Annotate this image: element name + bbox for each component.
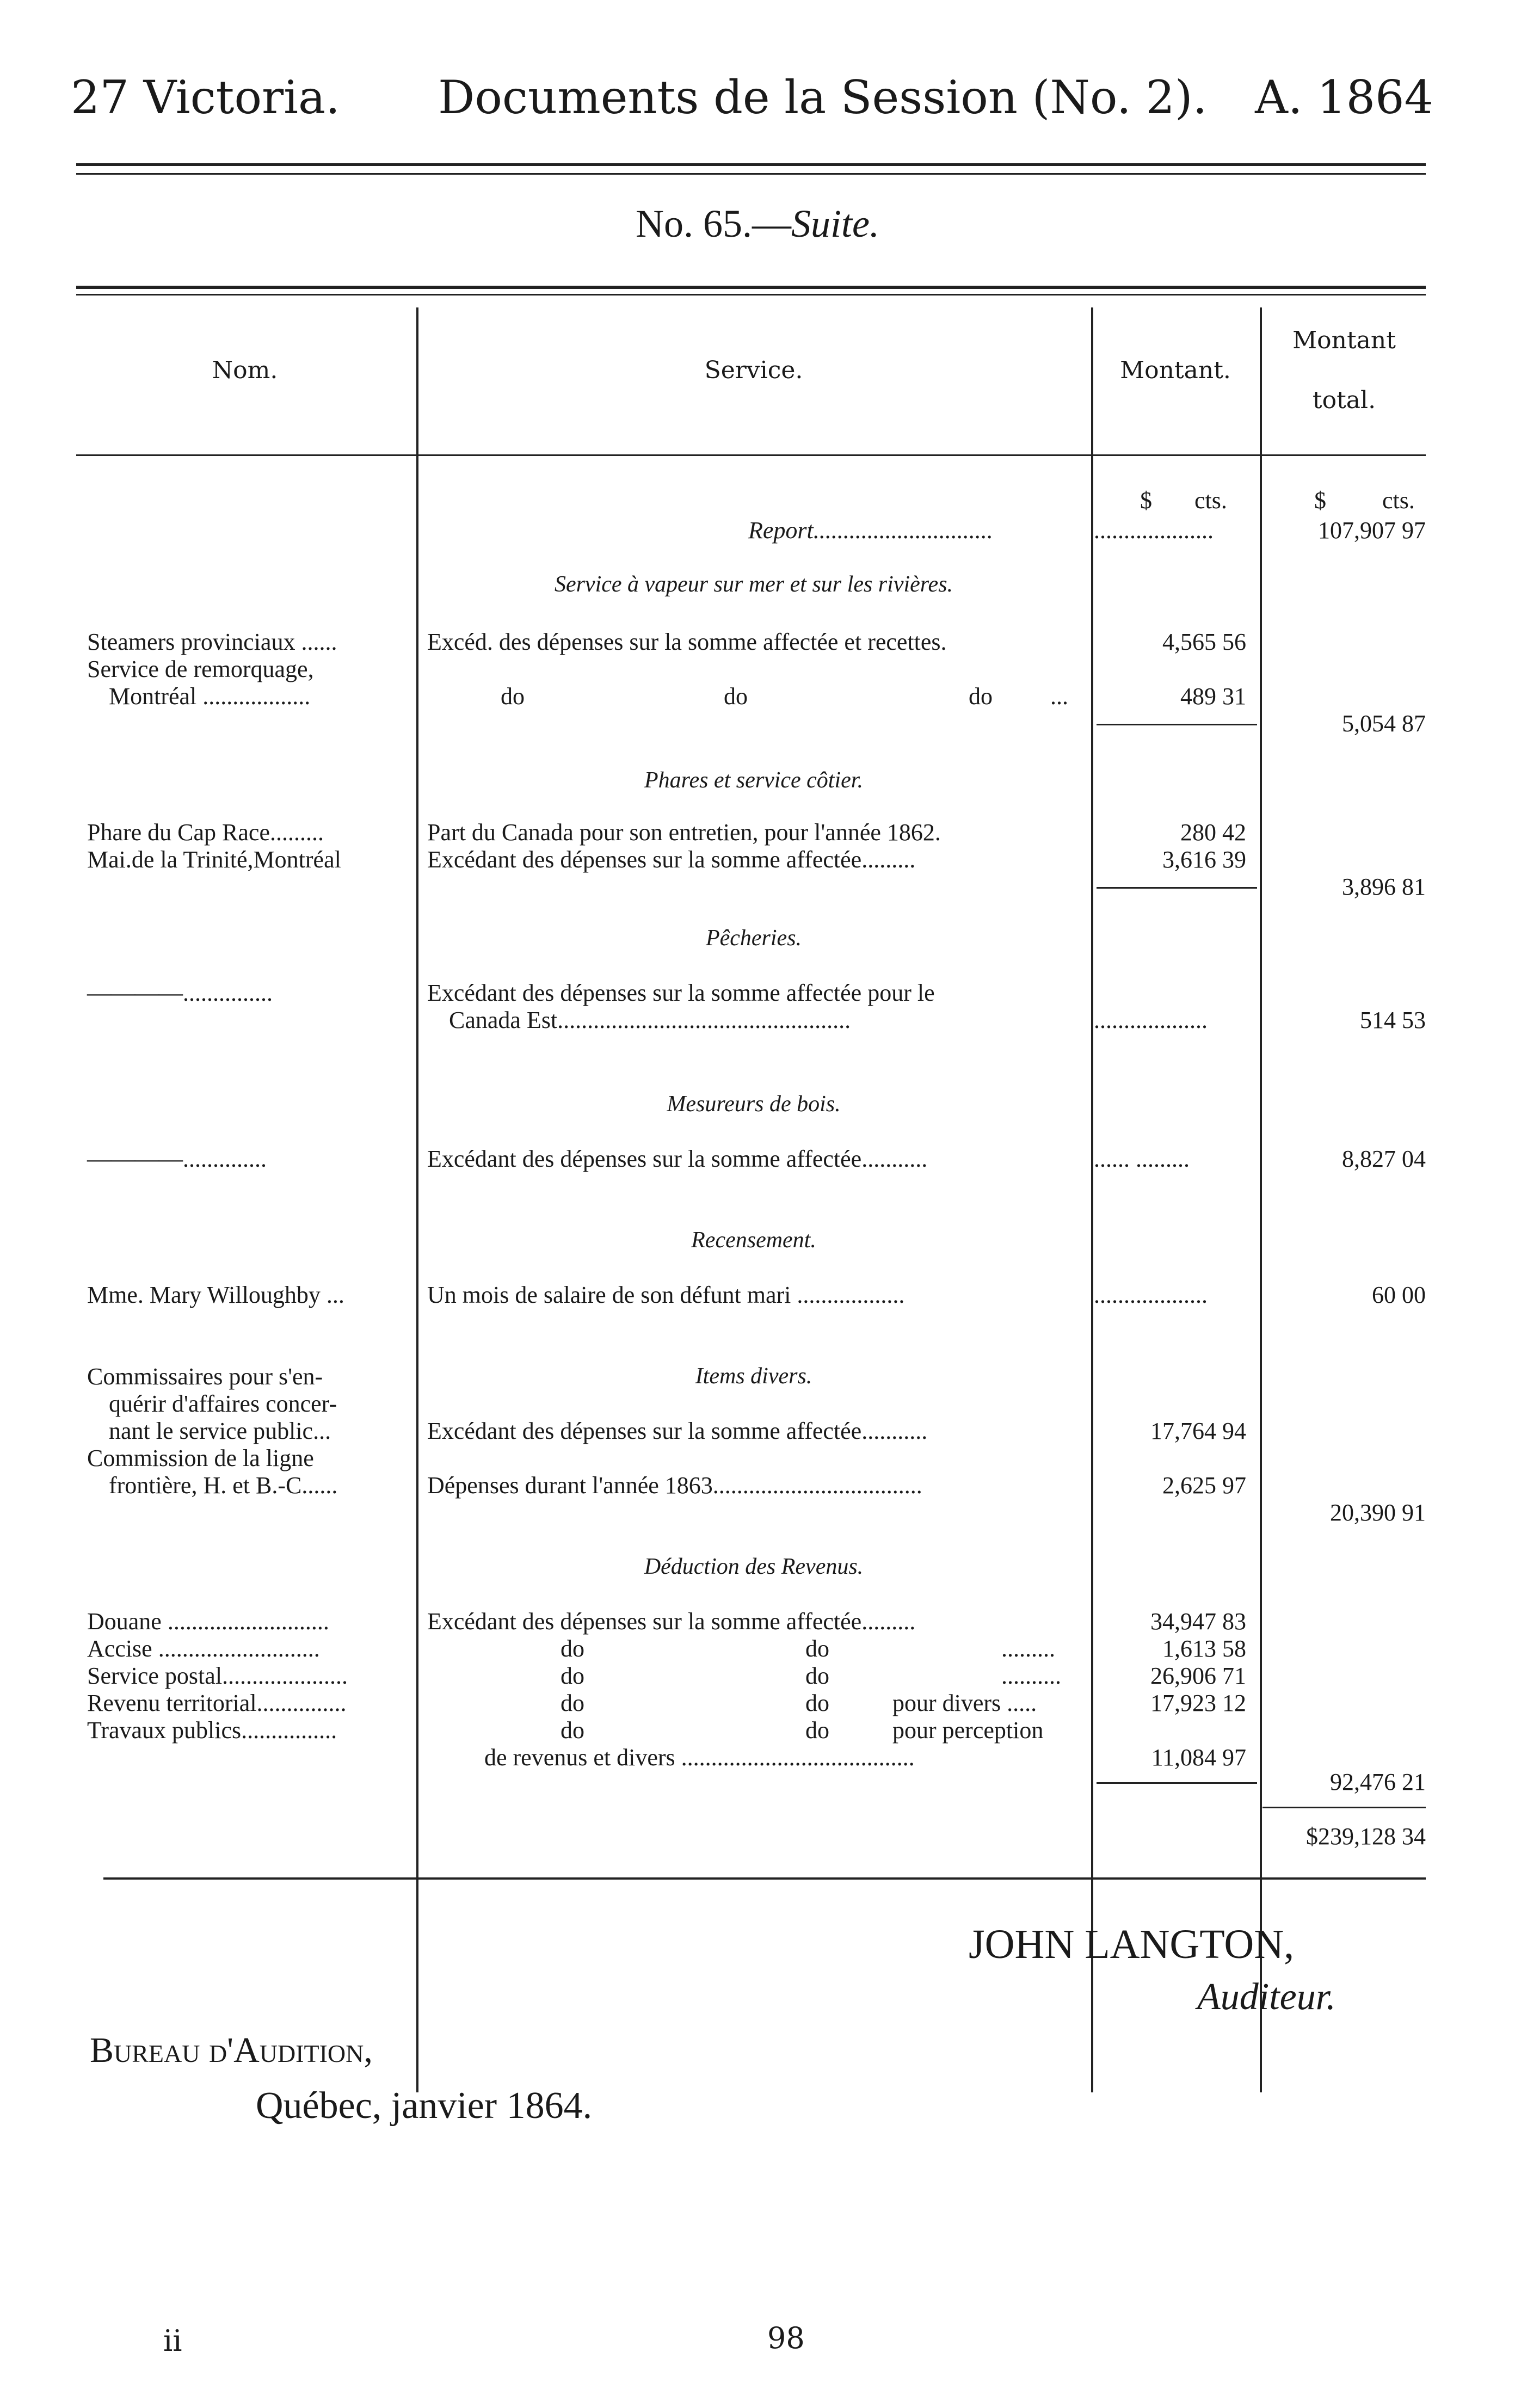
- commissaires-nom-2: quérir d'affaires concer-: [109, 1390, 337, 1417]
- travaux-nom: Travaux publics................: [87, 1717, 337, 1744]
- signature-title: Auditeur.: [1197, 1976, 1336, 2018]
- deduction-subtotal-rule: [1097, 1782, 1257, 1784]
- cap-race-montant: 280 42: [1180, 819, 1246, 846]
- travaux-service-2: de revenus et divers .......................................: [484, 1744, 915, 1771]
- travaux-extra: pour perception: [892, 1717, 1044, 1744]
- col-header-total-1: Montant: [1292, 327, 1396, 354]
- douane-montant: 34,947 83: [1150, 1608, 1246, 1635]
- accise-dots: .........: [1001, 1635, 1055, 1662]
- col-divider-1: [416, 307, 418, 2092]
- postal-nom: Service postal.....................: [87, 1662, 348, 1689]
- pecheries-total: 514 53: [1360, 1007, 1426, 1033]
- mesureurs-total: 8,827 04: [1342, 1146, 1426, 1172]
- cap-race-nom: Phare du Cap Race.........: [87, 819, 324, 846]
- signature-name: JOHN LANGTON,: [969, 1922, 1295, 1967]
- header-left: 27 Victoria.: [71, 71, 340, 124]
- willoughby-montant: ...................: [1094, 1282, 1208, 1308]
- steamers-service: Excéd. des dépenses sur la somme affectée et recettes.: [427, 629, 947, 655]
- territorial-montant: 17,923 12: [1150, 1690, 1246, 1716]
- travaux-do-2: do: [805, 1717, 829, 1744]
- pecheries-service-1: Excédant des dépenses sur la somme affectée pour le: [427, 980, 935, 1006]
- header-rule-1: [76, 163, 1426, 166]
- ligne-service: Dépenses durant l'année 1863...................................: [427, 1472, 922, 1499]
- unit-dollar-montant: $: [1140, 487, 1152, 514]
- footer-left: ii: [163, 2324, 182, 2358]
- section-phares: Phares et service côtier.: [644, 768, 863, 793]
- divers-total: 20,390 91: [1330, 1499, 1426, 1526]
- willoughby-nom: Mme. Mary Willoughby ...: [87, 1282, 344, 1308]
- pecheries-nom: ————...............: [87, 980, 273, 1006]
- pecheries-service-2: Canada Est.................................................: [449, 1007, 851, 1033]
- col-header-rule: [76, 454, 1426, 456]
- header-rule-2: [76, 173, 1426, 175]
- travaux-montant: 11,084 97: [1151, 1744, 1246, 1771]
- accise-do-2: do: [805, 1635, 829, 1662]
- remorquage-do-dots: ...: [1050, 683, 1068, 710]
- accise-nom: Accise ...........................: [87, 1635, 320, 1662]
- commissaires-nom-1: Commissaires pour s'en-: [87, 1363, 323, 1390]
- col-divider-2: [1091, 307, 1093, 2092]
- col-header-nom: Nom.: [212, 356, 278, 384]
- douane-service: Excédant des dépenses sur la somme affectée.........: [427, 1608, 916, 1635]
- col-header-service: Service.: [704, 356, 803, 384]
- table-number: No. 65.—: [636, 202, 792, 245]
- table-top-rule-2: [76, 294, 1426, 295]
- travaux-do-1: do: [561, 1717, 584, 1744]
- accise-do-1: do: [561, 1635, 584, 1662]
- bureau-name: Bureau d'Audition,: [90, 2030, 373, 2070]
- cap-race-service: Part du Canada pour son entretien, pour l'année 1862.: [427, 819, 941, 846]
- table-bottom-rule: [103, 1877, 1426, 1880]
- ligne-nom-2: frontière, H. et B.-C......: [109, 1472, 338, 1499]
- unit-dollar-total: $: [1314, 487, 1326, 514]
- postal-do-2: do: [805, 1662, 829, 1689]
- deduction-total: 92,476 21: [1330, 1769, 1426, 1795]
- willoughby-total: 60 00: [1372, 1282, 1426, 1308]
- territorial-nom: Revenu territorial...............: [87, 1690, 347, 1716]
- grand-total: $239,128 34: [1306, 1823, 1426, 1850]
- place-date: Québec, janvier 1864.: [256, 2085, 593, 2127]
- table-suite: Suite.: [791, 202, 879, 245]
- phares-total: 3,896 81: [1342, 873, 1426, 900]
- section-vapeur: Service à vapeur sur mer et sur les rivières.: [554, 572, 953, 597]
- remorquage-nom-1: Service de remorquage,: [87, 656, 314, 682]
- remorquage-nom-2: Montréal ..................: [109, 683, 311, 710]
- commissaires-nom-3: nant le service public...: [109, 1418, 331, 1444]
- grand-total-rule-top: [1263, 1807, 1426, 1808]
- remorquage-do-1: do: [501, 683, 525, 710]
- trinite-nom: Mai.de la Trinité,Montréal: [87, 846, 341, 873]
- col-header-total-2: total.: [1312, 386, 1376, 414]
- unit-cts-total: cts.: [1382, 487, 1415, 514]
- vapeur-subtotal-rule: [1097, 724, 1257, 725]
- ligne-montant: 2,625 97: [1162, 1472, 1246, 1499]
- steamers-montant: 4,565 56: [1162, 629, 1246, 655]
- postal-do-1: do: [561, 1662, 584, 1689]
- section-recensement: Recensement.: [691, 1228, 816, 1253]
- remorquage-do-3: do: [969, 683, 993, 710]
- unit-cts-montant: cts.: [1194, 487, 1227, 514]
- postal-montant: 26,906 71: [1150, 1662, 1246, 1689]
- section-pecheries: Pêcheries.: [705, 926, 802, 951]
- col-divider-3: [1260, 307, 1262, 2092]
- commissaires-montant: 17,764 94: [1150, 1418, 1246, 1444]
- section-mesureurs: Mesureurs de bois.: [667, 1092, 841, 1117]
- vapeur-total: 5,054 87: [1342, 710, 1426, 737]
- phares-subtotal-rule: [1097, 887, 1257, 889]
- trinite-montant: 3,616 39: [1162, 846, 1246, 873]
- territorial-do-1: do: [561, 1690, 584, 1716]
- report-montant-dots: ....................: [1094, 517, 1214, 544]
- report-total: 107,907 97: [1318, 517, 1426, 544]
- territorial-do-2: do: [805, 1690, 829, 1716]
- section-deduction: Déduction des Revenus.: [644, 1554, 864, 1579]
- remorquage-montant: 489 31: [1180, 683, 1246, 710]
- accise-montant: 1,613 58: [1162, 1635, 1246, 1662]
- page-number: 98: [767, 2321, 805, 2355]
- douane-nom: Douane ...........................: [87, 1608, 329, 1635]
- mesureurs-service: Excédant des dépenses sur la somme affectée...........: [427, 1146, 928, 1172]
- header-center: Documents de la Session (No. 2).: [438, 71, 1208, 124]
- col-header-montant: Montant.: [1120, 356, 1231, 384]
- steamers-nom: Steamers provinciaux ......: [87, 629, 337, 655]
- postal-dots: ..........: [1001, 1662, 1061, 1689]
- mesureurs-nom: ————..............: [87, 1146, 267, 1172]
- mesureurs-montant: ...... .........: [1094, 1146, 1190, 1172]
- section-divers: Items divers.: [695, 1364, 812, 1389]
- commissaires-service: Excédant des dépenses sur la somme affectée...........: [427, 1418, 928, 1444]
- report-label: Report..............................: [748, 517, 993, 544]
- ligne-nom-1: Commission de la ligne: [87, 1445, 314, 1471]
- table-subtitle: [0, 201, 1515, 247]
- pecheries-montant: ...................: [1094, 1007, 1208, 1033]
- table-top-rule-1: [76, 286, 1426, 289]
- header-right: A. 1864: [1255, 71, 1433, 124]
- territorial-extra: pour divers .....: [892, 1690, 1037, 1716]
- remorquage-do-2: do: [724, 683, 748, 710]
- trinite-service: Excédant des dépenses sur la somme affectée.........: [427, 846, 916, 873]
- willoughby-service: Un mois de salaire de son défunt mari ..................: [427, 1282, 905, 1308]
